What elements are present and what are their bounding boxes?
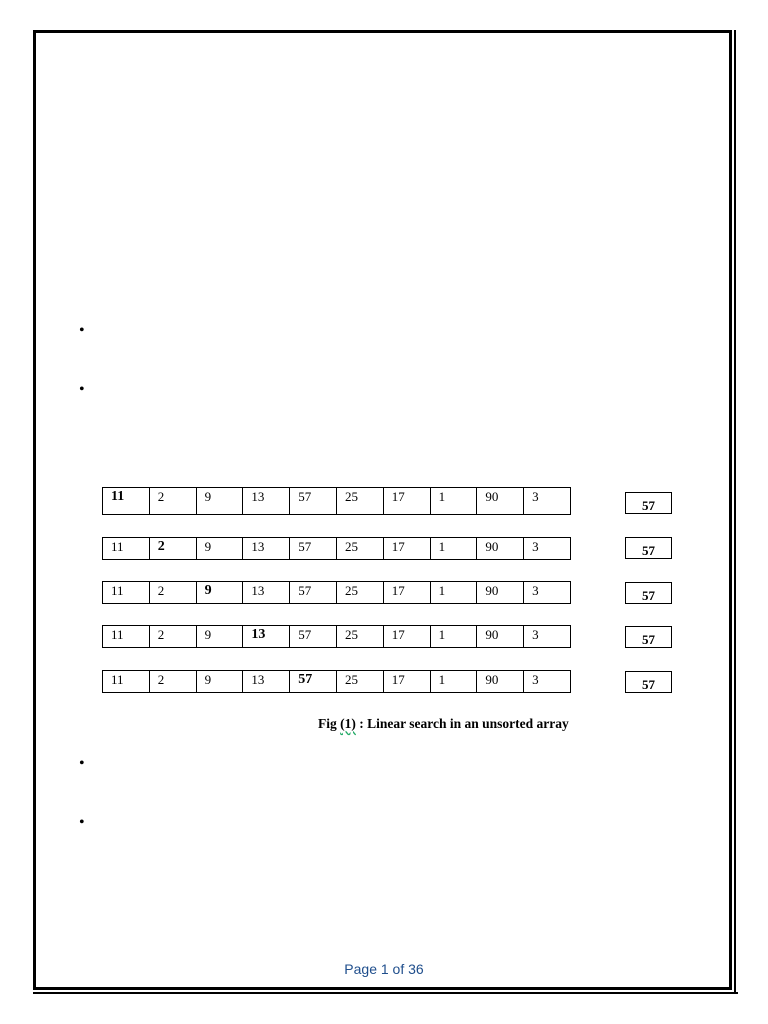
array-cell: 11 bbox=[103, 626, 150, 648]
array-cell: 2 bbox=[149, 626, 196, 648]
array-cell: 17 bbox=[383, 626, 430, 648]
search-key-box: 57 bbox=[625, 671, 672, 693]
array-cell: 90 bbox=[477, 626, 524, 648]
array-cell: 3 bbox=[524, 538, 571, 560]
array-cell: 2 bbox=[149, 582, 196, 604]
search-key-box: 57 bbox=[625, 537, 672, 559]
array-cell: 9 bbox=[196, 538, 243, 560]
bullet-marker: • bbox=[79, 814, 85, 831]
array-cell: 9 bbox=[196, 626, 243, 648]
array-cell: 3 bbox=[524, 488, 571, 515]
array-cell: 13 bbox=[243, 538, 290, 560]
array-cell: 2 bbox=[149, 488, 196, 515]
array-cell: 9 bbox=[196, 671, 243, 693]
array-cell: 25 bbox=[336, 488, 383, 515]
array-cell: 25 bbox=[336, 671, 383, 693]
array-cell: 3 bbox=[524, 582, 571, 604]
array-cell: 3 bbox=[524, 671, 571, 693]
array-cell: 25 bbox=[336, 582, 383, 604]
array-cell: 1 bbox=[430, 488, 477, 515]
page-number-footer: Page 1 of 36 bbox=[344, 961, 424, 977]
array-cell: 57 bbox=[290, 538, 337, 560]
array-cell: 90 bbox=[477, 582, 524, 604]
array-cell: 2 bbox=[149, 671, 196, 693]
array-row bbox=[102, 537, 571, 560]
array-cell-current: 2 bbox=[149, 538, 196, 560]
array-cell: 17 bbox=[383, 488, 430, 515]
array-row bbox=[102, 581, 571, 604]
array-cell-current: 13 bbox=[243, 626, 290, 648]
array-row bbox=[102, 670, 571, 693]
bullet-marker: • bbox=[79, 322, 85, 339]
array-cell: 17 bbox=[383, 582, 430, 604]
array-cell: 17 bbox=[383, 538, 430, 560]
array-cell: 9 bbox=[196, 488, 243, 515]
array-cell: 11 bbox=[103, 671, 150, 693]
array-row bbox=[102, 625, 571, 648]
bullet-marker: • bbox=[79, 755, 85, 772]
array-cell: 57 bbox=[290, 488, 337, 515]
array-cell: 90 bbox=[477, 538, 524, 560]
array-row bbox=[102, 487, 571, 515]
array-cell: 1 bbox=[430, 671, 477, 693]
array-cell-current: 57 bbox=[290, 671, 337, 693]
array-cell: 3 bbox=[524, 626, 571, 648]
array-cell-current: 11 bbox=[103, 488, 150, 515]
search-key-box: 57 bbox=[625, 626, 672, 648]
array-cell: 13 bbox=[243, 671, 290, 693]
bullet-marker: • bbox=[79, 381, 85, 398]
array-cell: 25 bbox=[336, 626, 383, 648]
array-cell: 57 bbox=[290, 582, 337, 604]
array-cell: 17 bbox=[383, 671, 430, 693]
array-cell: 13 bbox=[243, 582, 290, 604]
array-cell: 13 bbox=[243, 488, 290, 515]
array-cell: 90 bbox=[477, 671, 524, 693]
array-cell: 11 bbox=[103, 538, 150, 560]
array-cell: 90 bbox=[477, 488, 524, 515]
figure-caption: Fig (1) : Linear search in an unsorted array bbox=[318, 716, 569, 731]
array-cell: 1 bbox=[430, 626, 477, 648]
array-cell-current: 9 bbox=[196, 582, 243, 604]
array-cell: 1 bbox=[430, 538, 477, 560]
search-key-box: 57 bbox=[625, 582, 672, 604]
array-cell: 1 bbox=[430, 582, 477, 604]
search-key-box: 57 bbox=[625, 492, 672, 514]
array-cell: 25 bbox=[336, 538, 383, 560]
array-cell: 11 bbox=[103, 582, 150, 604]
array-cell: 57 bbox=[290, 626, 337, 648]
